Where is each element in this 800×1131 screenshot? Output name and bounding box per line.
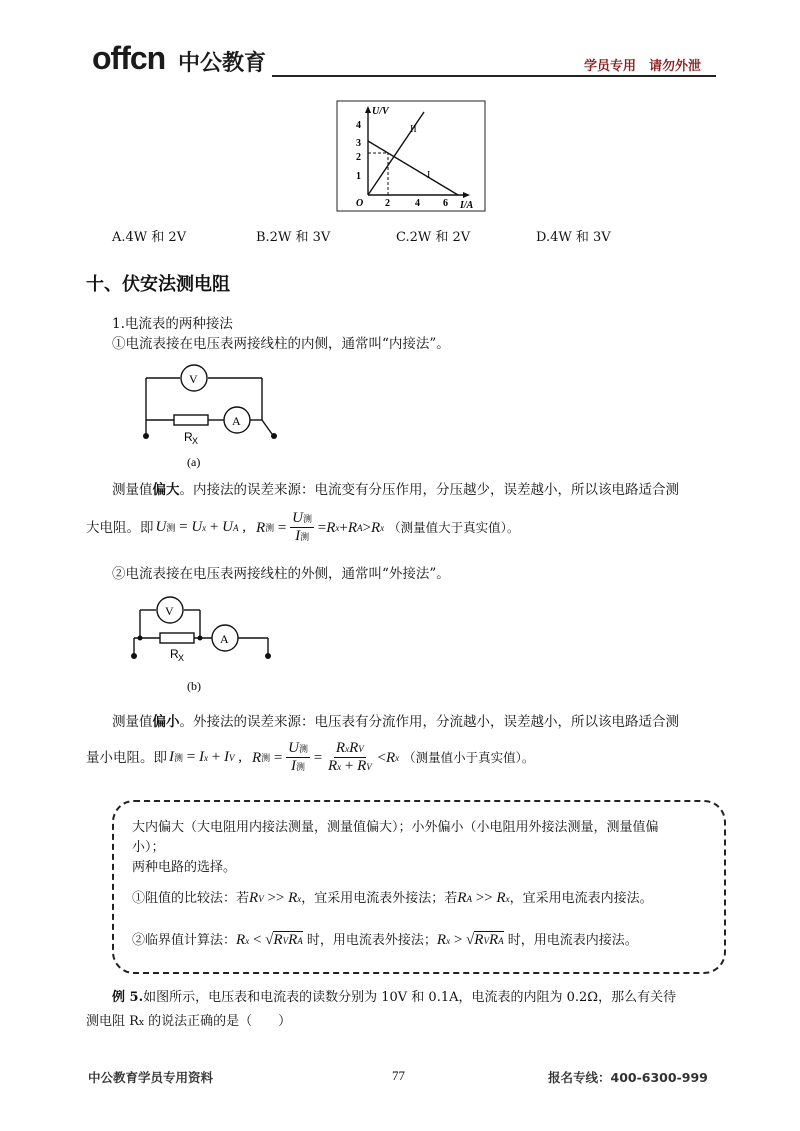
- y-tick-2: 2: [356, 152, 361, 163]
- box-line-5-a: ②临界值计算法：: [132, 933, 237, 948]
- y-label: U/V: [372, 106, 389, 117]
- footer-right: 报名专线：400-6300-999: [548, 1070, 708, 1085]
- example-line-2: [86, 1012, 291, 1033]
- header: [0, 0, 800, 90]
- paragraph-2-line-2: [86, 740, 534, 775]
- terminal-right: [271, 433, 277, 439]
- x-tick-6: 6: [443, 198, 448, 209]
- circuit-a: [132, 360, 292, 472]
- resistor-sub-b: X: [178, 653, 185, 663]
- p1-note: （测量值大于真实值）。: [388, 519, 520, 535]
- example-text-2a: 测电阻 R: [86, 1014, 139, 1029]
- p2-post: 。外接法的误差来源：电压表有分流作用，分流越小，误差越小，所以该电路适合测: [179, 714, 679, 730]
- resistor-b: [160, 633, 194, 643]
- box-line-2: 小）；: [132, 840, 165, 855]
- formula-inner-voltage: U测 = Ux + UA ,: [155, 519, 246, 535]
- ammeter-label-b: A: [220, 632, 229, 646]
- option-d: D.4W 和 3V: [536, 230, 611, 245]
- formula-rx-gt-sqrt: Rx > √RVRA: [436, 932, 504, 948]
- box-line-5-b: 时，用电流表外接法；: [306, 933, 437, 948]
- x-tick-4: 4: [415, 198, 420, 209]
- page-number: 77: [392, 1068, 405, 1083]
- ui-graph: [336, 100, 486, 212]
- subheading-1: 1.电流表的两种接法: [112, 316, 233, 332]
- p1-pre: 测量值: [112, 482, 153, 498]
- y-tick-4: 4: [356, 120, 361, 131]
- y-tick-3: 3: [356, 138, 361, 149]
- example-text-2-sub: x: [138, 1018, 144, 1028]
- junction-left: [138, 636, 143, 641]
- y-tick-1: 1: [356, 171, 361, 182]
- formula-outer-current: I测 = Ix + IV ,: [169, 749, 242, 765]
- option-c: C.2W 和 2V: [396, 230, 471, 245]
- junction-right: [198, 636, 203, 641]
- origin-label: O: [356, 198, 364, 209]
- voltmeter-label-b: V: [165, 604, 174, 618]
- formula-outer-resistance: R 测 = $\frac{\text{U测}}{\text{I测}}$ = $\frac{\text{RxRV}}{Rx + RV}$ < R x: [251, 740, 400, 774]
- box-line-4-c: ，宜采用电流表内接法。: [509, 891, 653, 906]
- paragraph-2-line-1: [112, 712, 679, 732]
- box-line-1: 大内偏大（大电阻用内接法测量，测量值偏大）；小外偏小（小电阻用外接法测量，测量值偏: [132, 820, 659, 835]
- terminal-left: [143, 433, 149, 439]
- p1-line2: 大电阻。即: [86, 519, 154, 536]
- p1-bold: 偏大: [152, 482, 180, 498]
- section-title: 十、伏安法测电阻: [86, 274, 230, 295]
- line-I-label: I: [427, 170, 431, 181]
- box-line-4: [132, 888, 653, 909]
- formula-rx-lt-sqrt: Rx < √RVRA: [236, 932, 303, 948]
- box-line-4-b: ，宜采用电流表外接法；若: [301, 891, 458, 906]
- p2-line2: 量小电阻。即: [86, 749, 167, 766]
- example-line-1: [112, 988, 676, 1008]
- box-line-3: 两种电路的选择。: [132, 860, 237, 875]
- voltmeter-label: V: [189, 372, 198, 386]
- box-line-5-c: 时，用电流表内接法。: [507, 933, 638, 948]
- formula-inner-resistance: R 测 = $\frac{\text{U测}}{\text{I测}}$ = R x + R A > R x: [255, 510, 385, 544]
- p2-pre: 测量值: [112, 714, 153, 730]
- example-text-1: 如图所示，电压表和电流表的读数分别为 10V 和 0.1A，电流表的内阻为 0.2Ω，那么有关待: [143, 990, 677, 1005]
- example-text-2b: 的说法正确的是（ ）: [144, 1014, 292, 1029]
- paragraph-1-line-1: [112, 480, 679, 500]
- item-2: ②电流表接在电压表两接线柱的外侧，通常叫“外接法”。: [112, 566, 450, 582]
- resistor: [174, 415, 208, 425]
- item-1: ①电流表接在电压表两接线柱的内侧，通常叫“内接法”。: [112, 336, 450, 352]
- line-I: [368, 141, 458, 195]
- footer-left: 中公教育学员专用资料: [88, 1070, 214, 1085]
- box-line-5: [132, 930, 638, 951]
- option-b: B.2W 和 3V: [256, 230, 331, 245]
- line-II-label: II: [410, 124, 417, 135]
- p2-note: （测量值小于真实值）。: [403, 749, 535, 765]
- y-axis-arrow: [365, 106, 371, 113]
- p1-post: 。内接法的误差来源：电流变有分压作用，分压越少，误差越小，所以该电路适合测: [179, 482, 679, 498]
- resistor-label-b: R: [170, 647, 179, 661]
- p2-bold: 偏小: [152, 714, 180, 730]
- x-axis-arrow: [463, 192, 470, 198]
- box-line-4-a: ①阻值的比较法：若: [132, 891, 250, 906]
- resistor-sub: X: [192, 436, 199, 446]
- caption-a: (a): [187, 455, 201, 469]
- logo-text: offcn: [92, 40, 166, 76]
- terminal-left-b: [131, 653, 137, 659]
- formula-rv-gg-rx: RV >> Rx: [249, 890, 302, 906]
- header-tagline: 学员专用 请勿外泄: [584, 59, 702, 74]
- ammeter-label: A: [232, 414, 241, 428]
- paragraph-1-line-2: [86, 510, 519, 545]
- header-rule: [272, 75, 716, 77]
- caption-b: (b): [187, 679, 201, 693]
- terminal-right-b: [265, 653, 271, 659]
- x-label: I/A: [460, 200, 474, 211]
- circuit-b: [130, 592, 290, 698]
- resistor-label: R: [184, 430, 193, 444]
- option-a: A.4W 和 2V: [112, 230, 187, 245]
- formula-ra-gg-rx: RA >> Rx: [457, 890, 510, 906]
- x-tick-2: 2: [385, 198, 390, 209]
- logo-chinese: 中公教育: [178, 51, 267, 76]
- example-label: 例 5.: [112, 990, 144, 1005]
